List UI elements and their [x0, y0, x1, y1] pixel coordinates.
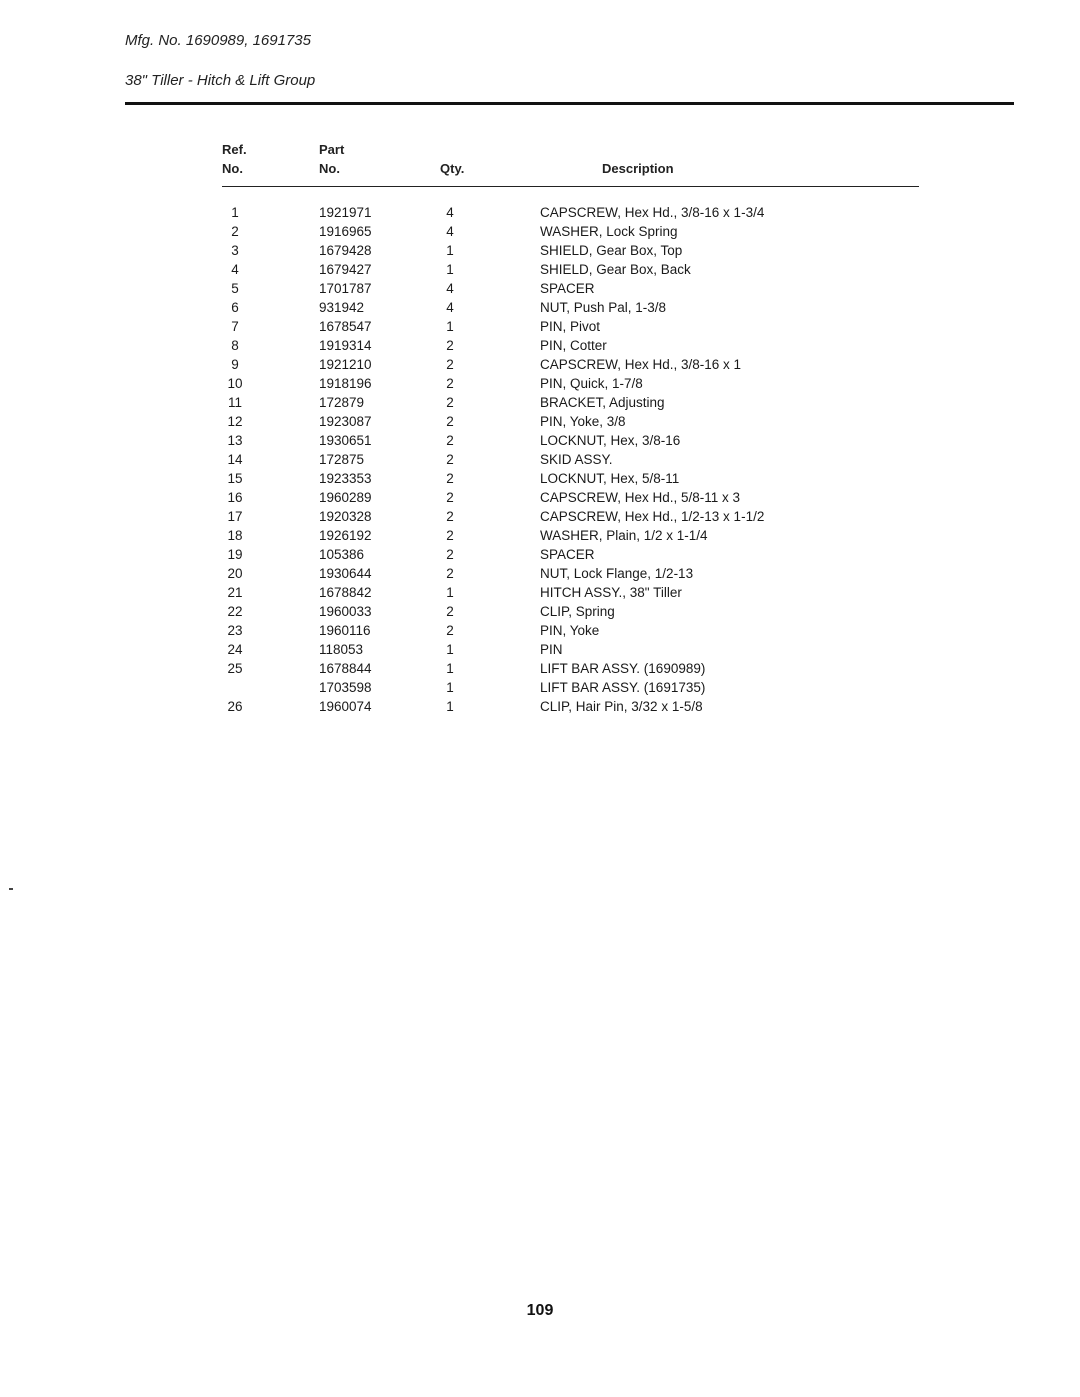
ref-no-cell: 13: [227, 433, 243, 448]
ref-no-cell: 16: [227, 490, 243, 505]
description-cell: PIN, Yoke, 3/8: [540, 414, 626, 429]
description-cell: PIN, Yoke: [540, 623, 600, 638]
description-cell: CAPSCREW, Hex Hd., 5/8-11 x 3: [540, 490, 741, 505]
parts-list: [0, 203, 1080, 716]
description-cell: LIFT BAR ASSY. (1691735): [540, 680, 706, 695]
qty-cell: 1: [446, 262, 454, 277]
qty-cell: 2: [446, 357, 454, 372]
description-cell: LIFT BAR ASSY. (1690989): [540, 661, 706, 676]
part-no-cell: 118053: [319, 642, 364, 657]
ref-no-cell: 24: [227, 642, 243, 657]
description-cell: SHIELD, Gear Box, Back: [540, 262, 691, 277]
ref-no-cell: 1: [231, 205, 239, 220]
part-no-cell: 1679427: [319, 262, 372, 277]
description-cell: SPACER: [540, 281, 595, 296]
qty-cell: 1: [446, 319, 454, 334]
part-no-cell: 1960289: [319, 490, 372, 505]
ref-no-cell: 22: [227, 604, 243, 619]
part-no-cell: 1960074: [319, 699, 372, 714]
ref-no-cell: 19: [227, 547, 243, 562]
column-header-part-line2: No.: [319, 161, 340, 176]
table-row: [0, 545, 1080, 564]
ref-no-cell: 7: [231, 319, 239, 334]
ref-no-cell: 8: [231, 338, 239, 353]
column-header-description: Description: [602, 161, 674, 176]
description-cell: PIN, Quick, 1-7/8: [540, 376, 643, 391]
part-no-cell: 1678547: [319, 319, 372, 334]
qty-cell: 4: [446, 300, 454, 315]
page-number: 109: [526, 1302, 554, 1319]
part-no-cell: 931942: [319, 300, 365, 315]
part-no-cell: 1923353: [319, 471, 372, 486]
ref-no-cell: 2: [231, 224, 239, 239]
ref-no-cell: 15: [227, 471, 243, 486]
table-row: [0, 583, 1080, 602]
table-row: [0, 488, 1080, 507]
column-header-part-line1: Part: [319, 142, 345, 157]
part-no-cell: 1919314: [319, 338, 372, 353]
part-no-cell: 1960116: [319, 623, 371, 638]
table-row: [0, 355, 1080, 374]
description-cell: PIN: [540, 642, 563, 657]
description-cell: WASHER, Plain, 1/2 x 1-1/4: [540, 528, 708, 543]
ref-no-cell: 11: [227, 395, 242, 410]
table-row: [0, 507, 1080, 526]
qty-cell: 2: [446, 490, 454, 505]
qty-cell: 2: [446, 433, 454, 448]
table-row: [0, 279, 1080, 298]
table-row: [0, 393, 1080, 412]
ref-no-cell: 17: [227, 509, 243, 524]
table-row: [0, 602, 1080, 621]
ref-no-cell: 25: [227, 661, 243, 676]
table-row: [0, 336, 1080, 355]
part-no-cell: 1918196: [319, 376, 372, 391]
qty-cell: 4: [446, 205, 454, 220]
table-row: [0, 431, 1080, 450]
part-no-cell: 1930651: [319, 433, 372, 448]
ref-no-cell: 14: [227, 452, 243, 467]
qty-cell: 2: [446, 338, 454, 353]
description-cell: CAPSCREW, Hex Hd., 1/2-13 x 1-1/2: [540, 509, 765, 524]
ref-no-cell: 18: [227, 528, 243, 543]
part-no-cell: 1921971: [319, 205, 372, 220]
part-no-cell: 1921210: [319, 357, 372, 372]
qty-cell: 2: [446, 395, 454, 410]
column-header-ref-no: [222, 140, 247, 178]
description-cell: PIN, Pivot: [540, 319, 601, 334]
description-cell: CLIP, Hair Pin, 3/32 x 1-5/8: [540, 699, 703, 714]
description-cell: CAPSCREW, Hex Hd., 3/8-16 x 1: [540, 357, 742, 372]
qty-cell: 2: [446, 547, 454, 562]
ref-no-cell: 4: [231, 262, 239, 277]
description-cell: NUT, Lock Flange, 1/2-13: [540, 566, 694, 581]
ref-no-cell: 26: [227, 699, 243, 714]
ref-no-cell: 20: [227, 566, 243, 581]
qty-cell: 2: [446, 566, 454, 581]
table-row: [0, 412, 1080, 431]
part-no-cell: 172875: [319, 452, 365, 467]
part-no-cell: 1679428: [319, 243, 372, 258]
qty-cell: 1: [446, 243, 454, 258]
qty-cell: 4: [446, 281, 454, 296]
part-no-cell: 1960033: [319, 604, 372, 619]
qty-cell: 1: [446, 661, 454, 676]
description-cell: SKID ASSY.: [540, 452, 613, 467]
group-title: 38" Tiller - Hitch & Lift Group: [125, 72, 316, 89]
table-row: [0, 203, 1080, 222]
margin-mark: [9, 888, 13, 890]
qty-cell: 2: [446, 452, 454, 467]
table-row: [0, 526, 1080, 545]
description-cell: BRACKET, Adjusting: [540, 395, 665, 410]
part-no-cell: 1930644: [319, 566, 372, 581]
table-header-divider: [222, 186, 919, 187]
description-cell: NUT, Push Pal, 1-3/8: [540, 300, 667, 315]
qty-cell: 2: [446, 528, 454, 543]
part-no-cell: 1678844: [319, 661, 372, 676]
qty-cell: 2: [446, 623, 454, 638]
description-cell: SHIELD, Gear Box, Top: [540, 243, 683, 258]
column-header-part-no: [319, 140, 344, 178]
description-cell: WASHER, Lock Spring: [540, 224, 678, 239]
qty-cell: 1: [446, 680, 454, 695]
table-row: [0, 659, 1080, 678]
part-no-cell: 1701787: [319, 281, 372, 296]
qty-cell: 1: [446, 699, 454, 714]
qty-cell: 4: [446, 224, 454, 239]
table-row: [0, 450, 1080, 469]
qty-cell: 2: [446, 471, 454, 486]
description-cell: CAPSCREW, Hex Hd., 3/8-16 x 1-3/4: [540, 205, 765, 220]
ref-no-cell: 3: [231, 243, 239, 258]
table-row: [0, 374, 1080, 393]
ref-no-cell: 10: [227, 376, 243, 391]
ref-no-cell: 12: [227, 414, 243, 429]
description-cell: LOCKNUT, Hex, 5/8-11: [540, 471, 680, 486]
ref-no-cell: 23: [227, 623, 243, 638]
column-header-ref-line1: Ref.: [222, 142, 247, 157]
table-row: [0, 640, 1080, 659]
qty-cell: 1: [446, 585, 454, 600]
table-row: [0, 678, 1080, 697]
qty-cell: 2: [446, 604, 454, 619]
qty-cell: 1: [446, 642, 454, 657]
ref-no-cell: 21: [227, 585, 243, 600]
ref-no-cell: 5: [231, 281, 239, 296]
qty-cell: 2: [446, 376, 454, 391]
table-row: [0, 241, 1080, 260]
qty-cell: 2: [446, 414, 454, 429]
part-no-cell: 1703598: [319, 680, 372, 695]
part-no-cell: 1916965: [319, 224, 372, 239]
table-row: [0, 697, 1080, 716]
part-no-cell: 1923087: [319, 414, 372, 429]
column-header-qty: Qty.: [440, 161, 465, 176]
part-no-cell: 105386: [319, 547, 365, 562]
table-row: [0, 564, 1080, 583]
part-no-cell: 172879: [319, 395, 365, 410]
description-cell: HITCH ASSY., 38" Tiller: [540, 585, 682, 600]
header-divider: [125, 102, 1014, 105]
column-header-ref-line2: No.: [222, 161, 243, 176]
part-no-cell: 1926192: [319, 528, 372, 543]
manufacturer-number: Mfg. No. 1690989, 1691735: [125, 32, 311, 49]
description-cell: PIN, Cotter: [540, 338, 607, 353]
description-cell: CLIP, Spring: [540, 604, 615, 619]
description-cell: SPACER: [540, 547, 595, 562]
part-no-cell: 1920328: [319, 509, 372, 524]
table-row: [0, 621, 1080, 640]
table-row: [0, 469, 1080, 488]
table-row: [0, 317, 1080, 336]
ref-no-cell: 6: [231, 300, 239, 315]
part-no-cell: 1678842: [319, 585, 372, 600]
qty-cell: 2: [446, 509, 454, 524]
table-row: [0, 260, 1080, 279]
description-cell: LOCKNUT, Hex, 3/8-16: [540, 433, 681, 448]
table-row: [0, 222, 1080, 241]
ref-no-cell: 9: [231, 357, 239, 372]
table-row: [0, 298, 1080, 317]
